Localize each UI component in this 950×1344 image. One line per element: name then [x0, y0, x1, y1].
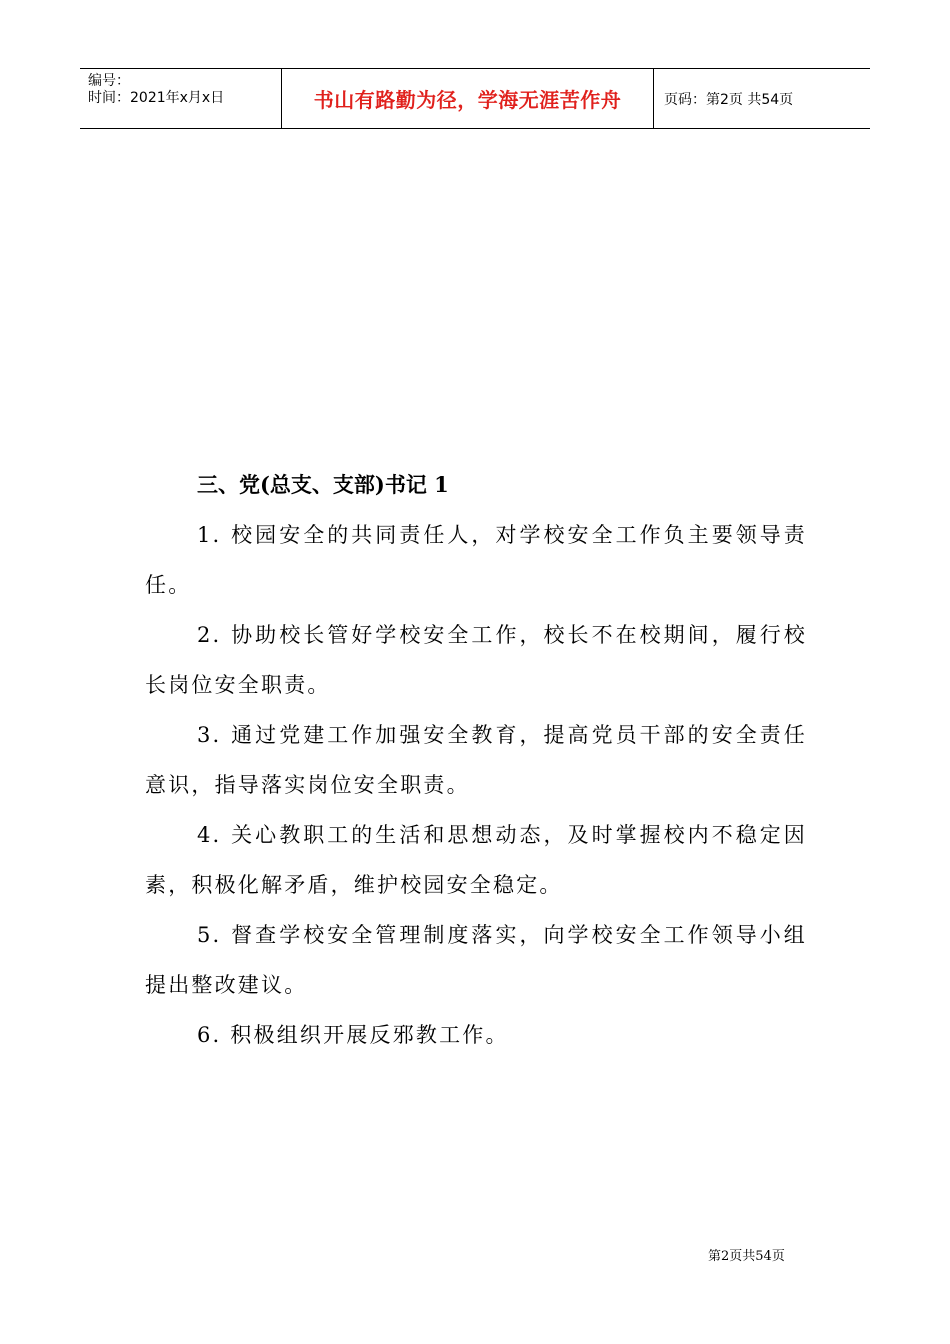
list-item: 3. 通过党建工作加强安全教育，提高党员干部的安全责任意识，指导落实岗位安全职责。: [145, 723, 807, 797]
list-item: 1. 校园安全的共同责任人，对学校安全工作负主要领导责任。: [145, 523, 807, 597]
page-footer: 第2页共54页: [708, 1249, 785, 1264]
header-page-number: 页码：第2页 共54页: [664, 91, 794, 108]
section-heading: 三、党(总支、支部)书记 1: [197, 472, 449, 497]
document-number-label: 编号：: [88, 73, 130, 89]
list-item: 5. 督查学校安全管理制度落实，向学校安全工作领导小组提出整改建议。: [145, 923, 807, 997]
header-page-cell: [654, 69, 870, 128]
list-item: 6. 积极组织开展反邪教工作。: [197, 1023, 509, 1047]
list-item: 2. 协助校长管好学校安全工作，校长不在校期间，履行校长岗位安全职责。: [145, 623, 807, 697]
header-motto-cell: [281, 69, 654, 128]
document-body: [145, 460, 807, 1060]
header-meta: [80, 69, 281, 128]
header-motto: 书山有路勤为径，学海无涯苦作舟: [313, 88, 622, 112]
list-item: 4. 关心教职工的生活和思想动态，及时掌握校内不稳定因素，积极化解矛盾，维护校园安全稳定。: [145, 823, 807, 897]
document-date-label: 时间：2021年x月x日: [88, 90, 225, 106]
page-header: [80, 68, 870, 129]
